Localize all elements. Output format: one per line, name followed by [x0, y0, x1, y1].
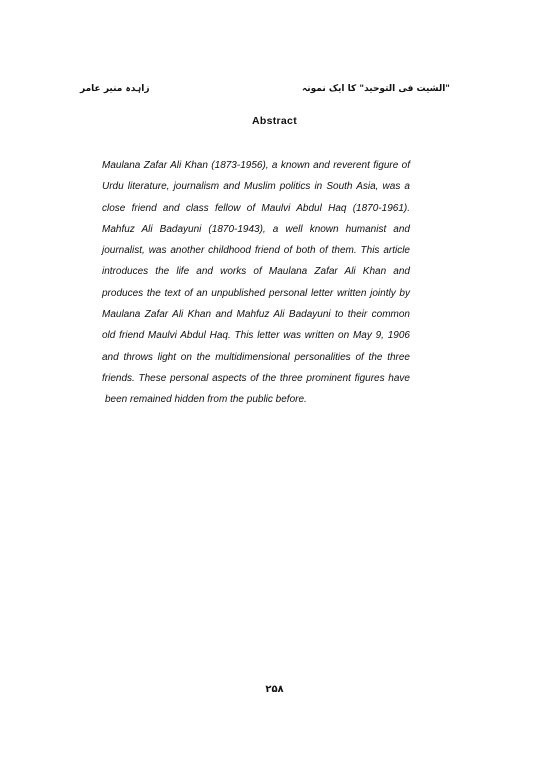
abstract-line: and throws light on the multidimensional personalities of the three: [102, 351, 410, 363]
abstract-line: been remained hidden from the public before.: [105, 394, 307, 406]
abstract-line: produces the text of an unpublished personal letter written jointly by: [102, 287, 410, 299]
abstract-heading: Abstract: [252, 115, 297, 127]
abstract-paragraph: [102, 155, 410, 411]
abstract-line: Maulana Zafar Ali Khan and Mahfuz Ali Badayuni to their common: [102, 309, 410, 321]
abstract-line: Maulana Zafar Ali Khan (1873-1956), a known and reverent figure of: [102, 160, 410, 171]
abstract-line: introduces the life and works of Maulana Zafar Ali Khan and: [102, 266, 410, 278]
abstract-line: friends. These personal aspects of the three prominent figures have: [102, 372, 410, 384]
running-header-title: "الشیت فی التوحید" کا ایک نمونہ: [301, 84, 450, 94]
abstract-line: old friend Maulvi Abdul Haq. This letter was written on May 9, 1906: [102, 330, 410, 342]
abstract-line: close friend and class fellow of Maulvi Abdul Haq (1870-1961).: [102, 202, 410, 214]
abstract-line: journalist, was another childhood friend of both of them. This article: [102, 245, 410, 257]
running-header-author: زاہدہ منیر عامر: [80, 84, 150, 94]
page-number: ۲۵۸: [265, 684, 284, 695]
abstract-line: Urdu literature, journalism and Muslim politics in South Asia, was a: [102, 181, 410, 193]
abstract-line: Mahfuz Ali Badayuni (1870-1943), a well known humanist and: [102, 223, 410, 235]
